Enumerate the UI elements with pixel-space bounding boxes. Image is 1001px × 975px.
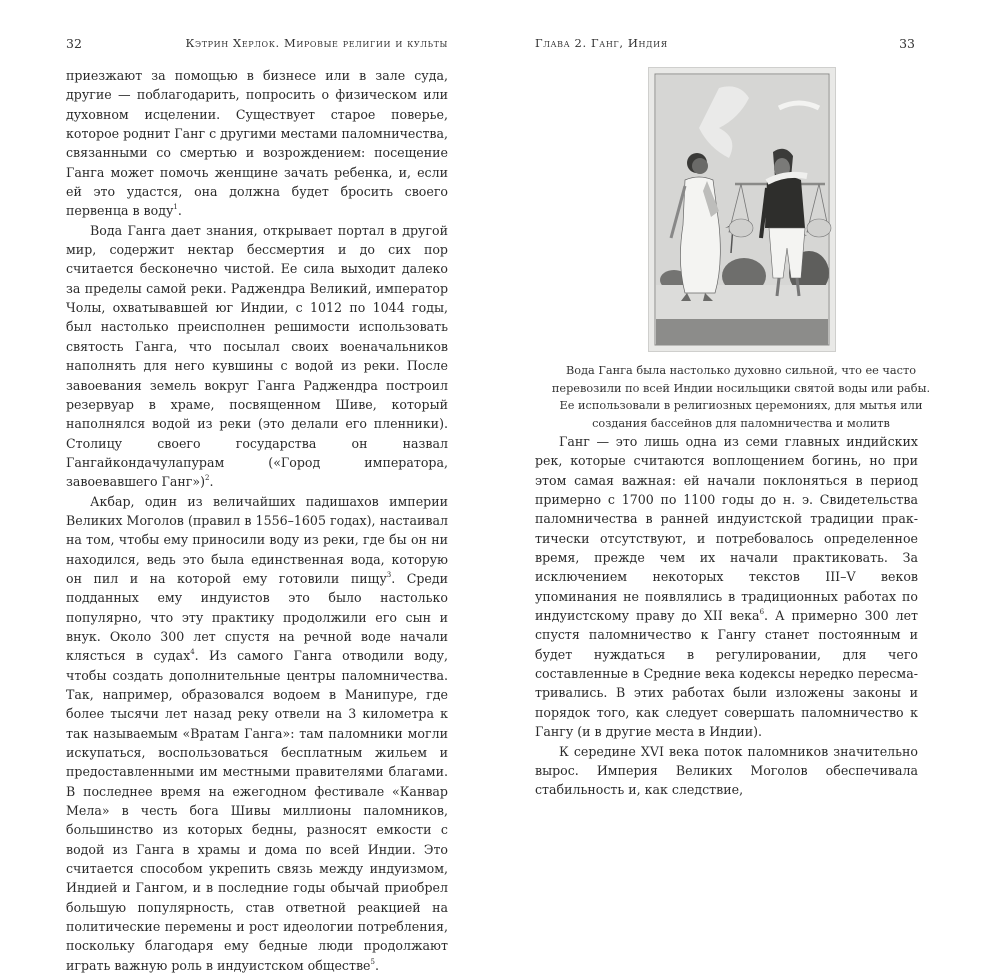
text-run: Вода Ганга дает знания, открывает портал в другой мир, содержит нектар бессмертия и до сих пор считается бесконечно чистой. Ее сила выходит далеко за пределы самой реки. Раджендра Великий, император Чолы, охватывавшей юг Индии, с 1012 по 1044 годы, был настолько преисполнен решимости использовать святость Ганга, что посылал своих военачальников наполнять для него кувшины с водой из реки. После завоевания земель вокруг Ганга Раджендра построил резервуар в храме, посвященном Шиве, который наполнялся водой из реки (это делали его пленники). Столицу своего государства он назвал Гангайкондачулапурам («Город императора, завоевавшего Ганг») (66, 222, 448, 490)
right-page (500, 0, 1001, 798)
footnote-marker: 1 (173, 203, 178, 212)
text-run: . А примерно 300 лет спустя паломничество к Гангу станет постоянным и будет нуждаться в регулировании, для чего составленные в Средние века кодексы нередко пересматривались. В этих работах были изложены законы и порядок того, как следует совершать паломничество к Гангу (и в другие места в Индии). (535, 608, 918, 740)
footnote-marker: 5 (370, 957, 375, 966)
footnote-marker: 6 (759, 608, 765, 617)
footnote-marker: 4 (190, 648, 195, 657)
text-run: . Среди подданных ему индуистов это было настолько популярно, что эту практику продолжили его сын и внук. Около 300 лет спустя на речной воде начали клясться в судах (66, 570, 448, 664)
left-page (0, 0, 500, 973)
body-text (66, 66, 448, 975)
text-run: приезжают за помощью в бизнесе или в зале суда, другие — поблагодарить, попросить о физическом или духовном исцелении. Существует старое поверье, которое роднит Ганг с другими местами паломничества, связанными со смертью и возрождением: посещение Ганга может помочь женщине зачать ребенка, и, если ей это удастся, она должна будет бросить своего первенца в воду (66, 68, 449, 219)
footnote-marker: 3 (386, 570, 392, 579)
running-head: Кэтрин Херлок. Мировые религии и культы (185, 36, 448, 50)
paragraph (535, 432, 918, 742)
running-head: Глава 2. Ганг, Индия (535, 36, 668, 50)
text-run: . (177, 203, 182, 219)
water-carriers-illustration-image (649, 68, 835, 351)
paragraph (66, 66, 448, 221)
page-number: 33 (899, 36, 915, 51)
text-run: Ганг — это лишь одна из семи главных индийских рек, которые считаются воплощением богинь, но при этом самая важная: ей начали поклоняться в период примерно с 1700 по 1100 годы до н. э. Свидетельства паломничества в ранней индуистской традиции практически отсутствуют, и потребовалось определенное время, прежде чем их начали практиковать. За исключением некоторых текстов III–V веков упоминания не появлялись в традиционных работах по индуистскому праву до XII века (535, 434, 918, 624)
paragraph (66, 221, 448, 492)
body-text (535, 432, 918, 800)
figure-caption: Вода Ганга была настолько духовно сильной, что ее часто перевозили по всей Индии носильщики святой воды или рабы. Ее использовали в религиозных церемониях, для мытья или создания бассейнов для паломничества и молитв (551, 364, 931, 430)
page-number: 32 (66, 36, 82, 51)
text-run: . (209, 474, 214, 490)
paragraph (535, 742, 918, 800)
figure-illustration (648, 67, 836, 352)
text-run: К середине XVI века поток паломников значительно вырос. Империя Великих Моголов обеспечивала стабильность и, как следствие, (535, 743, 918, 798)
paragraph (66, 492, 448, 975)
text-run: . (374, 957, 379, 973)
text-run: Акбар, один из величайших падишахов империи Великих Моголов (правил в 1556–1605 годах), настаивал на том, чтобы ему приносили воду из реки, где бы он ни находился, ведь это была единственная вода, которую он пил и на которой ему готовили пищу (66, 493, 448, 586)
footnote-marker: 2 (205, 474, 210, 483)
text-run: . Из самого Ганга отводили воду, чтобы создать дополнительные центры паломничества. Так, например, образовался водоем в Манипуре, где более тысячи лет назад реку отвели на 3 километра к так называемым «Вратам Ганга»: там паломники могли искупаться, воспользоваться бесплатным жильем и предоставленными им местными правителями благами. В последнее время на ежегодном фестивале «Канвар Мела» в честь бога Шивы миллионы паломников, большинство из которых бедны, разносят емкости с водой из Ганга в храмы и дома по всей Индии. Это считается способом укрепить связь между индуизмом, Индией и Гангом, и в последние годы обычай приобрел большую популярность, став ответной реакцией на политические перемены и рост идеологии потребления, поскольку благодаря ему бедные люди продолжают играть важную роль в индуистском обществе (66, 648, 448, 973)
